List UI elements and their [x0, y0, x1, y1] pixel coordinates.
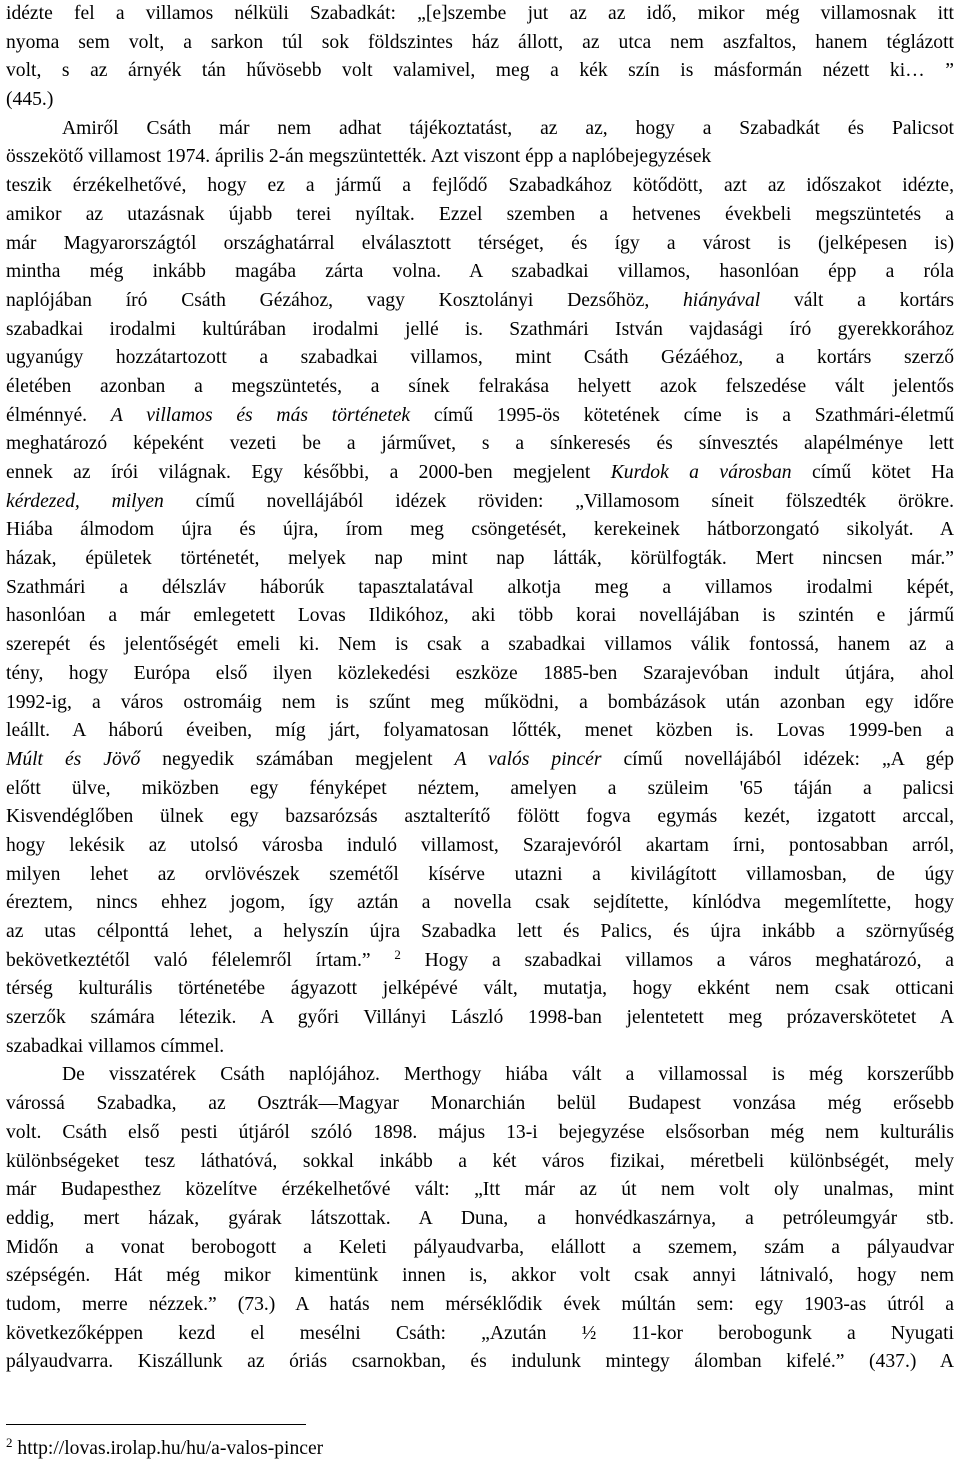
line-text: amikor az utazásnak újabb terei nyíltak. Ezzel szemben a hetvenes évekbeli megszüntetés a	[6, 203, 954, 225]
text-line	[6, 803, 954, 832]
line-text: eddig, mert házak, gyárak látszottak. A Duna, a honvédkaszárnya, a petróleumgyár stb.	[6, 1207, 954, 1229]
line-text: Hogy a szabadkai villamos a város meghatározó, a	[400, 949, 954, 971]
italic-title-text: Múlt és Jövő	[6, 748, 141, 770]
text-line	[6, 602, 954, 631]
text-line	[6, 1004, 954, 1033]
line-text: tudom, merre nézzek.” (73.) A hatás nem mérséklődik évek múltán sem: egy 1903-as útról a	[6, 1293, 954, 1315]
text-line	[6, 287, 954, 316]
line-text: házak, épületek történetét, melyek nap mint nap látták, körülfogták. Mert nincsen már.”	[6, 548, 954, 570]
text-line	[6, 1148, 954, 1177]
line-text: című novellájából idézek röviden: „Villamosom síneit fölszedték örökre.	[163, 490, 954, 512]
line-text: éreztem, nincs ehhez jogom, így aztán a novella csak sejdítette, kínlódva megemlítette, hogy	[6, 892, 954, 914]
line-text: Midőn a vonat berobogott a Keleti pályaudvarba, elállott a szemem, szám a pályaudvar	[6, 1236, 954, 1258]
line-text: ennek az írói világnak. Egy későbbi, a 2000-ben megjelent	[6, 462, 611, 483]
footnote-separator	[6, 1424, 306, 1425]
text-line	[6, 488, 954, 517]
text-line	[6, 316, 954, 345]
line-text: meghatározó képeként vezeti be a járművet, s a sínkeresés és sínvesztés alapélménye lett	[6, 433, 954, 455]
text-line	[6, 746, 954, 775]
line-text: szépségén. Hát még mikor kimentünk innen is, akkor volt csak annyi látnivaló, hogy nem	[6, 1265, 954, 1287]
line-text: már Budapesthez közelítve érzékelhetővé vált: „Itt már az út nem volt oly unalmas, mint	[6, 1179, 954, 1201]
line-text: (445.)	[6, 89, 54, 111]
text-line	[6, 459, 954, 488]
line-text: című 1995-ös kötetének címe is a Szathmári-életmű	[410, 404, 955, 426]
text-line	[6, 201, 954, 230]
line-text: 1992-ig, a város ostromáig nem is szűnt meg működni, a bombázások után azonban egy időre	[6, 691, 954, 713]
text-line	[6, 861, 954, 890]
body-text	[6, 0, 954, 1377]
italic-title-text: kérdezed, milyen	[6, 490, 164, 512]
line-text: milyen lehet az orvlövészek szemétől kísérve utazni a kivilágított villamosban, de úgy	[6, 863, 954, 885]
footnote-link[interactable]: http://lovas.irolap.hu/hu/a-valos-pincer	[12, 1438, 324, 1459]
line-text: hasonlóan a már emlegetett Lovas Ildikóhoz, aki több korai novellájában is szintén e jármű	[6, 605, 954, 627]
italic-title-text: Kurdok a városban	[610, 462, 792, 483]
line-text: volt. Csáth első pesti útjáról szóló 1898. május 13-i bejegyzése elsősorban még nem kulturális	[6, 1121, 954, 1143]
text-line	[6, 918, 954, 947]
text-line	[6, 86, 954, 115]
line-text: szabadkai irodalmi kultúrában irodalmi jellé is. Szathmári István vajdasági író gyerekkorához	[6, 318, 954, 340]
text-line	[6, 373, 954, 402]
text-line	[6, 574, 954, 603]
line-text: ugyanúgy hozzátartozott a szabadkai villamos, mint Csáth Gézáéhoz, a kortárs szerző	[6, 347, 954, 369]
text-line	[6, 29, 954, 58]
text-line	[6, 889, 954, 918]
text-line	[6, 832, 954, 861]
text-line	[6, 631, 954, 660]
italic-title-text: hiányával	[682, 289, 761, 311]
text-line	[6, 1291, 954, 1320]
text-line	[6, 1061, 954, 1090]
line-text: szerepét és jelentőségét emeli ki. Nem is csak a szabadkai villamos válik fontossá, hanem az a	[6, 634, 954, 656]
text-line	[6, 660, 954, 689]
line-text: szabadkai villamos címmel.	[6, 1035, 225, 1057]
text-line	[6, 1090, 954, 1119]
line-text: Szathmári a délszláv háborúk tapasztalatával alkotja meg a villamos irodalmi képét,	[6, 576, 954, 598]
text-line	[6, 258, 954, 287]
line-text: különbségeket tesz láthatóvá, sokkal inkább a két város fizikai, méretbeli különbségét, mely	[6, 1150, 954, 1172]
line-text: negyedik számában megjelent	[140, 748, 455, 770]
line-text: Amiről Csáth már nem adhat tájékoztatást, az az, hogy a Szabadkát és Palicsot	[62, 117, 954, 139]
line-text: szerzők számára létezik. A győri Villányi László 1998-ban jelentetett meg prózaverskötetet A	[6, 1007, 954, 1029]
text-line	[6, 1348, 954, 1377]
line-text: című novellájából idézek: „A gép	[601, 748, 954, 770]
text-line	[6, 1320, 954, 1349]
text-line	[6, 975, 954, 1004]
line-text: teszik érzékelhetővé, hogy ez a jármű a fejlődő Szabadkához kötődött, azt az időszakot idézte,	[6, 175, 954, 197]
line-text: tény, hogy Európa első ilyen közlekedési eszköze 1885-ben Szarajevóban indult útjára, ahol	[6, 662, 954, 684]
text-line	[6, 1234, 954, 1263]
text-line	[6, 402, 954, 431]
line-text: térség kulturális történetébe ágyazott jelképévé vált, mutatja, hogy ekként nem csak otticani	[6, 978, 954, 1000]
text-line	[6, 230, 954, 259]
text-line	[6, 0, 954, 29]
text-line	[6, 115, 954, 144]
line-text: az utas célponttá lehet, a helyszín újra Szabadka lett és Palics, és újra inkább a szörnyűség	[6, 921, 954, 942]
text-line	[6, 545, 954, 574]
line-text: előtt ülve, miközben egy fényképet néztem, amelyen a szüleim '65 táján a palicsi	[6, 777, 954, 799]
line-text: leállt. A háború éveiben, míg járt, folyamatosan lőtték, menet közben is. Lovas 1999-ben a	[6, 720, 954, 742]
text-line	[6, 143, 954, 172]
line-text: nyoma sem volt, a sarkon túl sok földszintes ház állott, az utca nem aszfaltos, hanem téglázott	[6, 31, 954, 53]
text-line	[6, 430, 954, 459]
text-line	[6, 689, 954, 718]
line-text: naplójában író Csáth Gézához, vagy Kosztolányi Dezsőhöz,	[6, 289, 683, 311]
text-line	[6, 717, 954, 746]
text-line	[6, 1176, 954, 1205]
line-text: életében azonban a megszüntetés, a sínek felrakása helyett azok felszedése vált jelentős	[6, 375, 954, 397]
text-line	[6, 1033, 954, 1062]
text-line	[6, 172, 954, 201]
line-text: várossá Szabadka, az Osztrák—Magyar Monarchián belül Budapest vonzása még erősebb	[6, 1093, 954, 1115]
text-line	[6, 1262, 954, 1291]
text-line	[6, 344, 954, 373]
italic-title-text: A valós pincér	[454, 748, 602, 770]
text-line	[6, 516, 954, 545]
text-line	[6, 1205, 954, 1234]
line-text: hogy lekésik az utolsó városba induló villamost, Szarajevóról akartam írni, pontosabban arról,	[6, 834, 954, 856]
footnote-reference: 2	[394, 946, 401, 962]
text-line	[6, 57, 954, 86]
line-text: összekötő villamost 1974. április 2-án megszüntették. Azt viszont épp a naplóbejegyzések	[6, 146, 712, 168]
line-text: Hiába álmodom újra és újra, írom meg csöngetését, kerekeinek hátborzongató sikolyát. A	[6, 519, 954, 541]
line-text: már Magyarországtól országhatárral elválasztott térséget, és így a várost is (jelképesen is)	[6, 232, 954, 254]
line-text: élménnyé.	[6, 404, 111, 426]
line-text: volt, s az árnyék tán hűvösebb volt valamivel, meg a kék szín is másformán nézett ki… ”	[6, 60, 954, 82]
text-line	[6, 1119, 954, 1148]
line-text: vált a kortárs	[760, 289, 954, 311]
line-text: idézte fel a villamos nélküli Szabadkát: „[e]szembe jut az az idő, mikor még villamosnak itt	[6, 3, 954, 24]
line-text: következőképpen kezd el mesélni Csáth: „Azután ½ 11-kor berobogunk a Nyugati	[6, 1322, 954, 1344]
line-text: mintha még inkább magába zárta volna. A szabadkai villamos, hasonlóan épp a róla	[6, 261, 954, 283]
footnote	[6, 1434, 323, 1464]
text-line	[6, 947, 954, 976]
line-text: pályaudvarra. Kiszállunk az óriás csarnokban, és indulunk mintegy álomban kifelé.” (437.) A	[6, 1351, 954, 1373]
text-line	[6, 775, 954, 804]
line-text: című kötet Ha	[791, 462, 954, 483]
line-text: Kisvendéglőben ülnek egy bazsarózsás asztalterítő fölött fogva egymás kezét, izgatott arccal,	[6, 806, 954, 828]
footnote-number: 2	[6, 1435, 13, 1450]
italic-title-text: A villamos és más történetek	[110, 404, 411, 426]
line-text: bekövetkeztétől való félelemről írtam.”	[6, 949, 395, 971]
line-text: De visszatérek Csáth naplójához. Merthogy hiába vált a villamossal is még korszerűbb	[62, 1064, 954, 1086]
